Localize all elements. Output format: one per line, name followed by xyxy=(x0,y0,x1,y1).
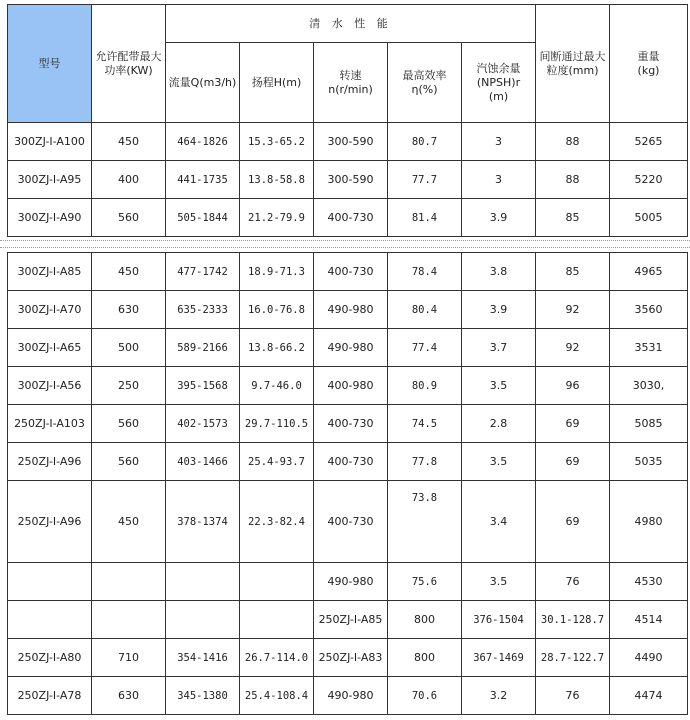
cell-model: 250ZJ-I-A103 xyxy=(8,405,92,443)
cell-model: 300ZJ-I-A56 xyxy=(8,367,92,405)
header-npsh xyxy=(462,43,536,123)
header-npsh-line3: (m) xyxy=(488,89,509,103)
cell-efficiency: 78.4 xyxy=(388,253,462,291)
separator-line-top xyxy=(0,240,690,241)
cell-speed: 400-730 xyxy=(314,199,388,237)
cell-speed: 300-590 xyxy=(314,123,388,161)
header-speed xyxy=(314,43,388,123)
cell-power: 500 xyxy=(92,329,166,367)
cell-power: 450 xyxy=(92,481,166,563)
cell-flow xyxy=(166,563,240,601)
cell-power: 560 xyxy=(92,443,166,481)
cell-model xyxy=(8,601,92,639)
cell-power: 450 xyxy=(92,253,166,291)
cell-head: 26.7-114.0 xyxy=(240,639,314,677)
cell-weight: 3560 xyxy=(610,291,688,329)
header-weight-line1: 重量 xyxy=(637,49,660,63)
cell-weight: 5265 xyxy=(610,123,688,161)
cell-model: 250ZJ-I-A78 xyxy=(8,677,92,715)
cell-flow: 635-2333 xyxy=(166,291,240,329)
cell-weight: 5220 xyxy=(610,161,688,199)
cell-head: 25.4-93.7 xyxy=(240,443,314,481)
cell-head: 29.7-110.5 xyxy=(240,405,314,443)
cell-npsh: 3 xyxy=(462,123,536,161)
cell-weight: 5085 xyxy=(610,405,688,443)
cell-speed: 400-730 xyxy=(314,405,388,443)
cell-npsh: 3.9 xyxy=(462,291,536,329)
cell-efficiency: 77.4 xyxy=(388,329,462,367)
cell-npsh: 3.5 xyxy=(462,367,536,405)
cell-model: 250ZJ-I-A96 xyxy=(8,443,92,481)
cell-weight: 4980 xyxy=(610,481,688,563)
cell-model: 250ZJ-I-A80 xyxy=(8,639,92,677)
header-model: 型号 xyxy=(8,5,92,123)
pump-spec-table-upper xyxy=(7,4,688,237)
cell-model: 300ZJ-I-A95 xyxy=(8,161,92,199)
cell-particle: 69 xyxy=(536,405,610,443)
cell-power: 250 xyxy=(92,367,166,405)
cell-particle: 88 xyxy=(536,161,610,199)
table-row xyxy=(8,405,688,443)
header-head: 扬程H(m) xyxy=(240,43,314,123)
cell-model: 300ZJ-I-A65 xyxy=(8,329,92,367)
cell-efficiency: 70.6 xyxy=(388,677,462,715)
cell-flow: 354-1416 xyxy=(166,639,240,677)
cell-model: 300ZJ-I-A85 xyxy=(8,253,92,291)
cell-speed: 300-590 xyxy=(314,161,388,199)
cell-model: 300ZJ-I-A70 xyxy=(8,291,92,329)
header-max-particle xyxy=(536,5,610,123)
cell-power: 560 xyxy=(92,199,166,237)
cell-npsh: 3.7 xyxy=(462,329,536,367)
header-npsh-line1: 汽蚀余量 xyxy=(476,61,521,75)
cell-power: 400 xyxy=(92,161,166,199)
header-max-particle-line2: 粒度(mm) xyxy=(546,63,599,77)
cell-head: 13.8-58.8 xyxy=(240,161,314,199)
cell-efficiency: 800 xyxy=(388,639,462,677)
header-weight-line2: (kg) xyxy=(637,63,660,77)
cell-npsh: 3.9 xyxy=(462,199,536,237)
cell-efficiency: 80.7 xyxy=(388,123,462,161)
cell-speed: 490-980 xyxy=(314,291,388,329)
cell-model xyxy=(8,563,92,601)
cell-flow: 378-1374 xyxy=(166,481,240,563)
header-npsh-line2: (NPSH)r xyxy=(476,75,521,89)
cell-particle: 69 xyxy=(536,443,610,481)
cell-npsh: 3.5 xyxy=(462,443,536,481)
cell-weight: 5035 xyxy=(610,443,688,481)
cell-particle: 92 xyxy=(536,329,610,367)
cell-efficiency: 80.4 xyxy=(388,291,462,329)
cell-npsh: 376-1504 xyxy=(462,601,536,639)
cell-efficiency: 75.6 xyxy=(388,563,462,601)
header-power: 允许配带最大功率(KW) xyxy=(92,5,166,123)
cell-efficiency: 77.7 xyxy=(388,161,462,199)
header-efficiency xyxy=(388,43,462,123)
cell-weight: 3030, xyxy=(610,367,688,405)
cell-flow: 395-1568 xyxy=(166,367,240,405)
cell-efficiency: 73.8 xyxy=(388,481,462,563)
cell-particle: 28.7-122.7 xyxy=(536,639,610,677)
cell-head: 13.8-66.2 xyxy=(240,329,314,367)
cell-efficiency: 80.9 xyxy=(388,367,462,405)
cell-head: 18.9-71.3 xyxy=(240,253,314,291)
header-max-particle-line1: 间断通过最大 xyxy=(539,49,606,63)
cell-power: 630 xyxy=(92,291,166,329)
cell-speed: 400-980 xyxy=(314,367,388,405)
cell-speed: 490-980 xyxy=(314,677,388,715)
cell-speed: 490-980 xyxy=(314,329,388,367)
cell-flow: 345-1380 xyxy=(166,677,240,715)
cell-efficiency: 77.8 xyxy=(388,443,462,481)
header-weight xyxy=(610,5,688,123)
cell-weight: 4474 xyxy=(610,677,688,715)
table-row xyxy=(8,443,688,481)
cell-weight: 3531 xyxy=(610,329,688,367)
cell-particle: 69 xyxy=(536,481,610,563)
cell-power xyxy=(92,563,166,601)
cell-speed: 400-730 xyxy=(314,481,388,563)
cell-flow: 505-1844 xyxy=(166,199,240,237)
header-speed-line2: n(r/min) xyxy=(328,82,373,96)
cell-particle: 76 xyxy=(536,563,610,601)
cell-model: 250ZJ-I-A96 xyxy=(8,481,92,563)
cell-flow: 403-1466 xyxy=(166,443,240,481)
cell-speed: 250ZJ-I-A83 xyxy=(314,639,388,677)
cell-efficiency: 74.5 xyxy=(388,405,462,443)
cell-head: 16.0-76.8 xyxy=(240,291,314,329)
table-row xyxy=(8,123,688,161)
cell-weight: 5005 xyxy=(610,199,688,237)
table-row xyxy=(8,367,688,405)
cell-npsh: 3 xyxy=(462,161,536,199)
pump-spec-table-lower xyxy=(7,252,688,715)
cell-speed: 400-730 xyxy=(314,443,388,481)
cell-npsh: 2.8 xyxy=(462,405,536,443)
table-row xyxy=(8,639,688,677)
cell-efficiency: 81.4 xyxy=(388,199,462,237)
header-speed-line1: 转速 xyxy=(339,68,362,82)
cell-weight: 4965 xyxy=(610,253,688,291)
cell-npsh: 3.5 xyxy=(462,563,536,601)
cell-particle: 76 xyxy=(536,677,610,715)
cell-particle: 96 xyxy=(536,367,610,405)
cell-model: 300ZJ-I-A90 xyxy=(8,199,92,237)
cell-npsh: 3.8 xyxy=(462,253,536,291)
table-row xyxy=(8,677,688,715)
cell-particle: 85 xyxy=(536,253,610,291)
cell-npsh: 3.2 xyxy=(462,677,536,715)
cell-flow: 402-1573 xyxy=(166,405,240,443)
cell-power: 560 xyxy=(92,405,166,443)
table-row xyxy=(8,601,688,639)
cell-weight: 4514 xyxy=(610,601,688,639)
cell-speed: 250ZJ-I-A85 xyxy=(314,601,388,639)
cell-head: 22.3-82.4 xyxy=(240,481,314,563)
header-efficiency-line1: 最高效率 xyxy=(402,68,447,82)
cell-npsh: 367-1469 xyxy=(462,639,536,677)
cell-particle: 30.1-128.7 xyxy=(536,601,610,639)
separator-line-bottom xyxy=(0,247,690,248)
table-row xyxy=(8,161,688,199)
cell-weight: 4490 xyxy=(610,639,688,677)
cell-head: 21.2-79.9 xyxy=(240,199,314,237)
cell-weight: 4530 xyxy=(610,563,688,601)
cell-flow: 589-2166 xyxy=(166,329,240,367)
cell-power: 710 xyxy=(92,639,166,677)
cell-particle: 88 xyxy=(536,123,610,161)
table-row xyxy=(8,253,688,291)
cell-head: 9.7-46.0 xyxy=(240,367,314,405)
cell-model: 300ZJ-I-A100 xyxy=(8,123,92,161)
cell-head xyxy=(240,563,314,601)
cell-head: 25.4-108.4 xyxy=(240,677,314,715)
cell-power: 630 xyxy=(92,677,166,715)
table-row xyxy=(8,481,688,563)
cell-head xyxy=(240,601,314,639)
header-clear-water-performance: 清 水 性 能 xyxy=(166,5,536,43)
table-row xyxy=(8,329,688,367)
cell-flow: 464-1826 xyxy=(166,123,240,161)
header-flow: 流量Q(m3/h) xyxy=(166,43,240,123)
cell-speed: 490-980 xyxy=(314,563,388,601)
cell-efficiency: 800 xyxy=(388,601,462,639)
cell-flow xyxy=(166,601,240,639)
header-efficiency-line2: η(%) xyxy=(411,82,438,96)
cell-npsh: 3.4 xyxy=(462,481,536,563)
table-row xyxy=(8,199,688,237)
cell-head: 15.3-65.2 xyxy=(240,123,314,161)
cell-power xyxy=(92,601,166,639)
cell-flow: 477-1742 xyxy=(166,253,240,291)
cell-particle: 92 xyxy=(536,291,610,329)
cell-particle: 85 xyxy=(536,199,610,237)
cell-power: 450 xyxy=(92,123,166,161)
cell-flow: 441-1735 xyxy=(166,161,240,199)
cell-speed: 400-730 xyxy=(314,253,388,291)
table-row xyxy=(8,291,688,329)
table-row xyxy=(8,563,688,601)
